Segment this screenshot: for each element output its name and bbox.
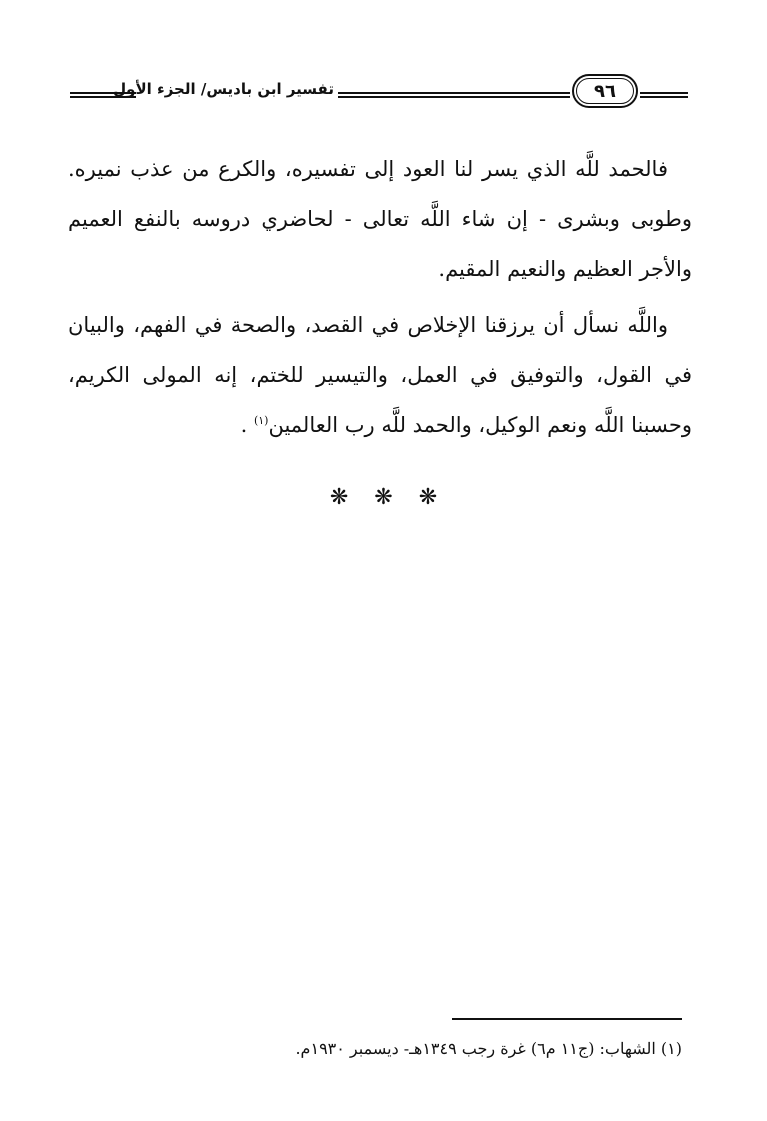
header-rule-left <box>70 92 136 98</box>
header-rule-right <box>640 92 688 98</box>
page-number-badge <box>572 74 638 108</box>
footnote-reference: (١) <box>253 414 269 427</box>
section-separator: ❋❋❋ <box>329 485 464 510</box>
paragraph-2 <box>68 300 692 450</box>
paragraph-2-text: واللَّه نسأل أن يرزقنا الإخلاص في القصد، والصحة في الفهم، والبيان في القول، والتوفيق في العمل، والتيسير للختم، إنه المولى الكريم، وحسبنا اللَّه ونعم الوكيل، والحمد للَّه رب العالمين <box>68 313 692 437</box>
running-title: تفسير ابن باديس/ الجزء الأول <box>113 80 334 98</box>
body-text <box>68 144 692 450</box>
footnote-rule <box>452 1018 682 1020</box>
paragraph-1: فالحمد للَّه الذي يسر لنا العود إلى تفسيره، والكرع من عذب نميره. وطوبى وبشرى - إن شاء اللَّه تعالى - لحاضري دروسه بالنفع العميم والأجر العظيم والنعيم المقيم. <box>68 157 692 281</box>
page-header <box>70 68 688 112</box>
header-rule-middle <box>338 92 570 98</box>
footnote: (١) الشهاب: (ج١١ م٦) غرة رجب ١٣٤٩هـ- ديسمبر ١٩٣٠م. <box>295 1039 682 1058</box>
paragraph-2-closing: . <box>240 413 248 437</box>
page-number: ٩٦ <box>594 80 616 102</box>
